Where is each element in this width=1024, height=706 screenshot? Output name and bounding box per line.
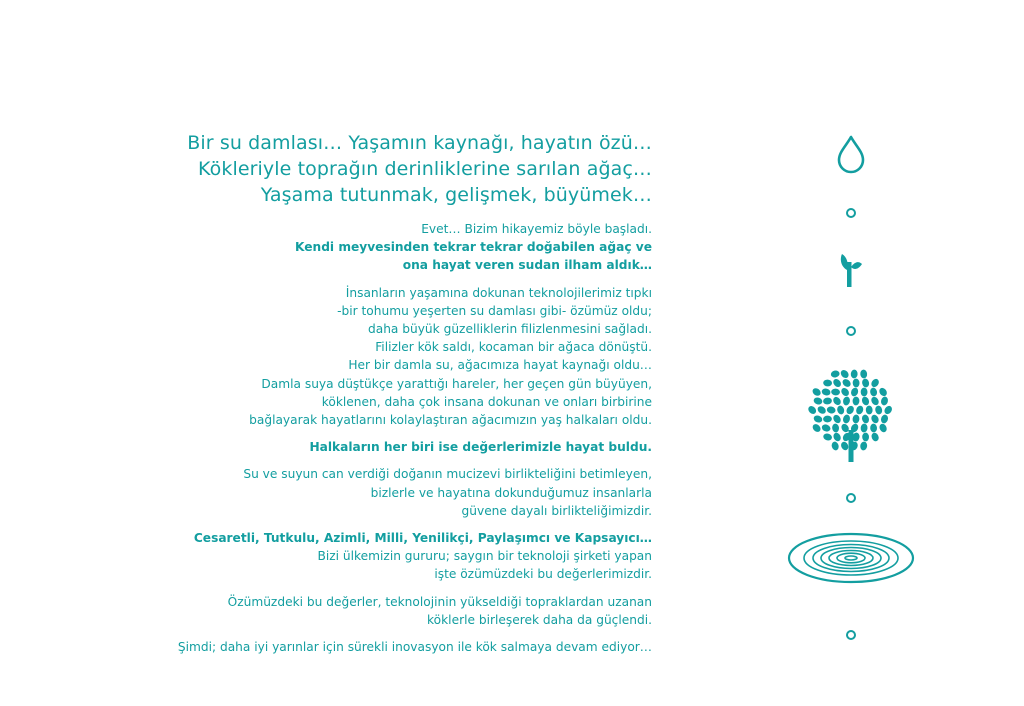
tree-leaf [870,432,880,443]
tree-leaf [816,405,827,416]
tree-leaf [813,396,823,405]
tree-leaf [821,388,831,397]
tree-leaf [836,405,845,415]
tree-leaf [831,441,840,451]
story-paragraph [52,529,652,584]
tree-leaf [822,433,832,442]
tree-leaf [832,377,843,388]
tree-leaf [880,396,889,406]
body-line: bağlayarak hayatlarını kolaylaştıran ağacımızın yaş halkaları oldu. [249,413,652,428]
emphasis-line: Kendi meyvesinden tekrar tekrar doğabilen ağaç ve [295,240,652,255]
body-line: işte özümüzdeki bu değerlerimizdir. [434,567,652,582]
body-line: daha büyük güzelliklerin filizlenmesini sağladı. [367,322,652,337]
body-line: Su ve suyun can verdiği doğanın mucizevi birlikteliğini betimleyen, [243,467,652,482]
tree-leaf [811,387,822,398]
sprout-icon [841,254,862,287]
timeline-dot [847,209,855,217]
tree-leaf [866,405,873,414]
story-paragraph [52,220,652,275]
emphasis-line: Halkaların her biri ise değerlerimizle hayat buldu. [309,440,652,455]
tree-leaf [839,368,850,379]
tree-leaf [853,397,860,406]
tree-leaf [878,386,889,397]
tree-leaf [852,414,860,423]
story-paragraph [52,465,652,520]
tree-leaf [861,396,871,407]
icon-timeline [784,130,918,650]
headline-line: Kökleriyle toprağın derinliklerine sarılan ağaç… [198,158,652,180]
headline-line: Yaşama tutunmak, gelişmek, büyümek… [260,184,652,206]
body-line: -bir tohumu yeşerten su damlası gibi- özümüz oldu; [337,303,652,318]
tree-leaf [874,405,883,415]
story-text [52,130,652,665]
tree-leaf [832,413,842,424]
tree-leaf [870,414,880,425]
headline [52,130,652,208]
tree-leaf [870,395,880,406]
water-drop-icon [839,137,863,172]
tree-leaf [860,369,868,378]
body-line: Evet… Bizim hikayemiz böyle başladı. [421,222,652,236]
tree-leaf [851,369,858,378]
story-body [52,220,652,656]
tree-leaf [880,414,889,425]
tree-leaf [832,423,840,433]
tree-leaf [870,377,881,388]
timeline-dot [847,631,855,639]
tree-leaf [850,387,860,398]
tree-leaf [870,423,877,432]
tree-leaf [811,422,822,433]
headline-line: Bir su damlası… Yaşamın kaynağı, hayatın özü… [187,132,652,154]
tree-leaf [861,378,870,388]
tree-leaf [813,414,824,424]
tree-leaf [861,387,868,396]
body-line: Bizi ülkemizin gururu; saygın bir teknoloji şirketi yapan [317,549,652,564]
body-line: Özümüzdeki bu değerler, teknolojinin yükseldiği topraklardan uzanan [227,594,652,609]
story-paragraph [52,593,652,629]
body-line: İnsanların yaşamına dokunan teknolojilerimiz tıpkı [345,285,652,300]
tree-leaf [823,397,832,405]
tree-leaf [832,395,843,406]
tree-leaf [862,433,869,442]
emphasis-line: Cesaretli, Tutkulu, Azimli, Milli, Yenilikçi, Paylaşımcı ve Kapsayıcı… [193,531,652,546]
tree-leaf [860,441,868,451]
tree-leaf [860,423,868,432]
tree-leaf [823,415,832,422]
tree-leaf [883,404,894,415]
tree-leaf [832,432,842,443]
tree-leaf [869,387,877,397]
body-line: Şimdi; daha iyi yarınlar için sürekli inovasyon ile kök salmaya devam ediyor… [177,640,652,655]
water-ripple-icon [789,534,913,582]
tree-leaf [807,404,818,415]
tree-leaf [840,441,850,452]
tree-leaf [840,386,851,397]
emphasis-line: ona hayat veren sudan ilham aldık… [402,258,652,273]
tree-leaf [878,423,888,434]
tree-leaf [842,414,851,424]
tree-leaf [842,396,850,406]
tree-leaf [831,388,840,395]
body-line: Damla suya düştükçe yarattığı hareler, her geçen gün büyüyen, [261,376,652,391]
icon-timeline-graphic [784,130,918,650]
story-paragraph [52,284,652,430]
body-line: Filizler kök saldı, kocaman bir ağaca dönüştü. [375,340,652,355]
tree-leaf [855,405,864,416]
tree-leaf [830,370,840,379]
body-line: Her bir damla su, ağacımıza hayat kaynağı oldu… [348,358,652,373]
tree-leaf [845,404,855,415]
tree-leaf [821,423,832,433]
body-line: güvene dayalı birlikteliğimizdir. [461,503,652,518]
body-line: köklenen, daha çok insana dokunan ve onları birbirine [321,394,652,409]
story-paragraph [52,638,652,656]
tree-leaf [852,378,859,387]
tree-leaf [823,379,832,386]
tree-leaf [841,378,852,389]
story-paragraph [52,438,652,456]
body-line: bizlerle ve hayatına dokunduğumuz insanlarla [370,485,652,500]
body-line: köklerle birleşerek daha da güçlendi. [427,612,652,627]
timeline-dot [847,327,855,335]
tree-leaf [861,414,870,424]
timeline-dot [847,494,855,502]
tree-leaf [826,406,836,415]
tree-icon [807,368,894,462]
